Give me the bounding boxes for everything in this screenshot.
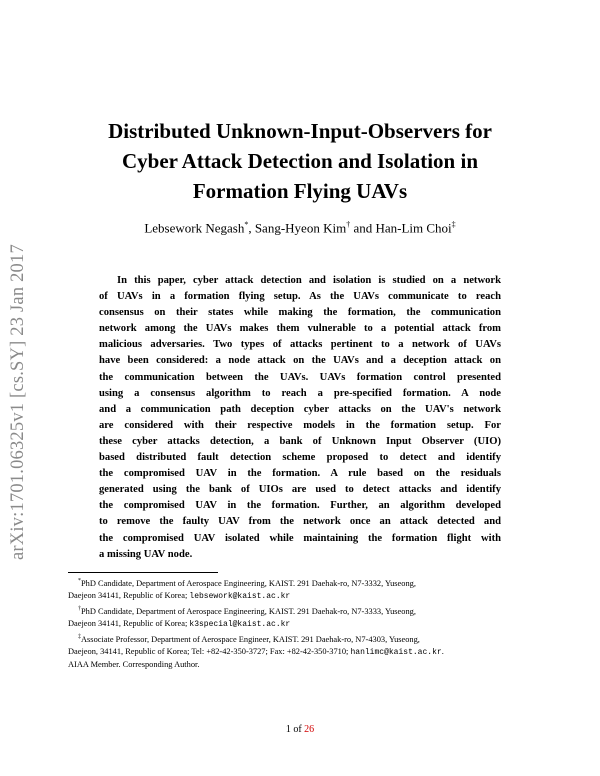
email-address: lebsework@kaist.ac.kr (189, 591, 291, 601)
email-address: hanlimc@kaist.ac.kr (350, 647, 442, 657)
title-line: Formation Flying UAVs (192, 179, 408, 203)
footnote (68, 575, 533, 603)
footnote-text: Daejeon, 34141, Republic of Korea; Tel: +82-42-350-3727; Fax: +82-42-350-3710; (68, 646, 351, 656)
footnote-divider (68, 572, 218, 573)
author-separator: and (350, 220, 376, 236)
abstract-line: are considered with their respective models in the formation setup. For (99, 419, 501, 431)
abstract (99, 273, 501, 563)
footnote-mark: ‡ (78, 633, 81, 640)
footnote-mark: * (244, 220, 249, 229)
footnote-mark: † (346, 220, 351, 229)
abstract-line: and a communication path deception cyber attacks on the UAV's network (99, 403, 501, 415)
abstract-line: the compromised UAV isolated while maintaining the formation flight with (99, 532, 501, 544)
abstract-line: of UAVs in a formation flying setup. As the UAVs communicate to reach (99, 291, 501, 303)
page-total-link[interactable]: 26 (304, 724, 315, 735)
author-name: Lebsework Negash (144, 220, 245, 236)
footnote-text: Associate Professor, Department of Aerospace Engineer, KAIST. 291 Daehak-ro, N7-4303, Yuseong, (81, 634, 420, 644)
footnote-text: PhD Candidate, Department of Aerospace Engineering, KAIST. 291 Daehak-ro, N7-3333, Yuseong, (81, 606, 416, 616)
footnote-mark: ‡ (451, 220, 456, 229)
footnote-text: PhD Candidate, Department of Aerospace Engineering, KAIST. 291 Daehak-ro, N7-3332, Yuseong, (81, 578, 416, 588)
title-line: Cyber Attack Detection and Isolation in (121, 149, 479, 173)
abstract-line: have been considered: a node attack on the UAVs and a deception attack on (99, 355, 501, 367)
author-separator: , (248, 220, 255, 236)
abstract-line: network among the UAVs makes them vulnerable to a potential attack from (99, 323, 501, 335)
author-name: Han-Lim Choi (375, 220, 452, 236)
author-name: Sang-Hyeon Kim (254, 220, 347, 236)
abstract-line: the compromised UAV in the formation. A rule based on the residuals (99, 468, 501, 480)
abstract-line: consensus on their states while making the formation, the communication (99, 307, 501, 319)
arxiv-identifier: arXiv:1701.06325v1 [cs.SY] 23 Jan 2017 (8, 244, 28, 560)
page-of: of (293, 724, 302, 735)
abstract-line: generated using the bank of UIOs are used to detect attacks and identify (99, 484, 501, 496)
email-address: k3special@kaist.ac.kr (189, 619, 291, 629)
abstract-line: the compromised UAV in the formation. Further, an algorithm developed (99, 500, 501, 512)
footnote-text: . (441, 646, 444, 656)
footnote-text: Daejeon 34141, Republic of Korea; (68, 618, 190, 628)
page-current: 1 (285, 724, 291, 735)
abstract-line: the communication between the UAVs. UAVs formation control presented (99, 371, 501, 383)
footnote (68, 631, 533, 671)
abstract-line: to remove the faulty UAV from the network once an attack detected and (99, 516, 501, 528)
abstract-line: malicious adversaries. Two types of attacks pertinent to a network of UAVs (99, 339, 501, 351)
page-number (250, 724, 350, 735)
abstract-line: a missing UAV node. (99, 548, 193, 560)
footnote-mark: † (78, 605, 81, 612)
footnote-text: AIAA Member. Corresponding Author. (68, 659, 200, 669)
footnote-text: Daejeon 34141, Republic of Korea; (68, 590, 190, 600)
author-list (60, 220, 540, 236)
paper-title (50, 116, 550, 206)
footnotes (68, 575, 533, 671)
abstract-line: In this paper, cyber attack detection and isolation is studied on a network (117, 275, 501, 286)
footnote-mark: * (78, 578, 81, 584)
title-line: Distributed Unknown-Input-Observers for (108, 119, 492, 143)
abstract-line: these cyber attacks detection, a bank of Unknown Input Observer (UIO) (99, 435, 501, 447)
footnote (68, 603, 533, 631)
abstract-line: based distributed fault detection scheme proposed to detect and identify (99, 452, 501, 464)
abstract-line: using a consensus algorithm to reach a pre-specified formation. A node (99, 387, 501, 399)
